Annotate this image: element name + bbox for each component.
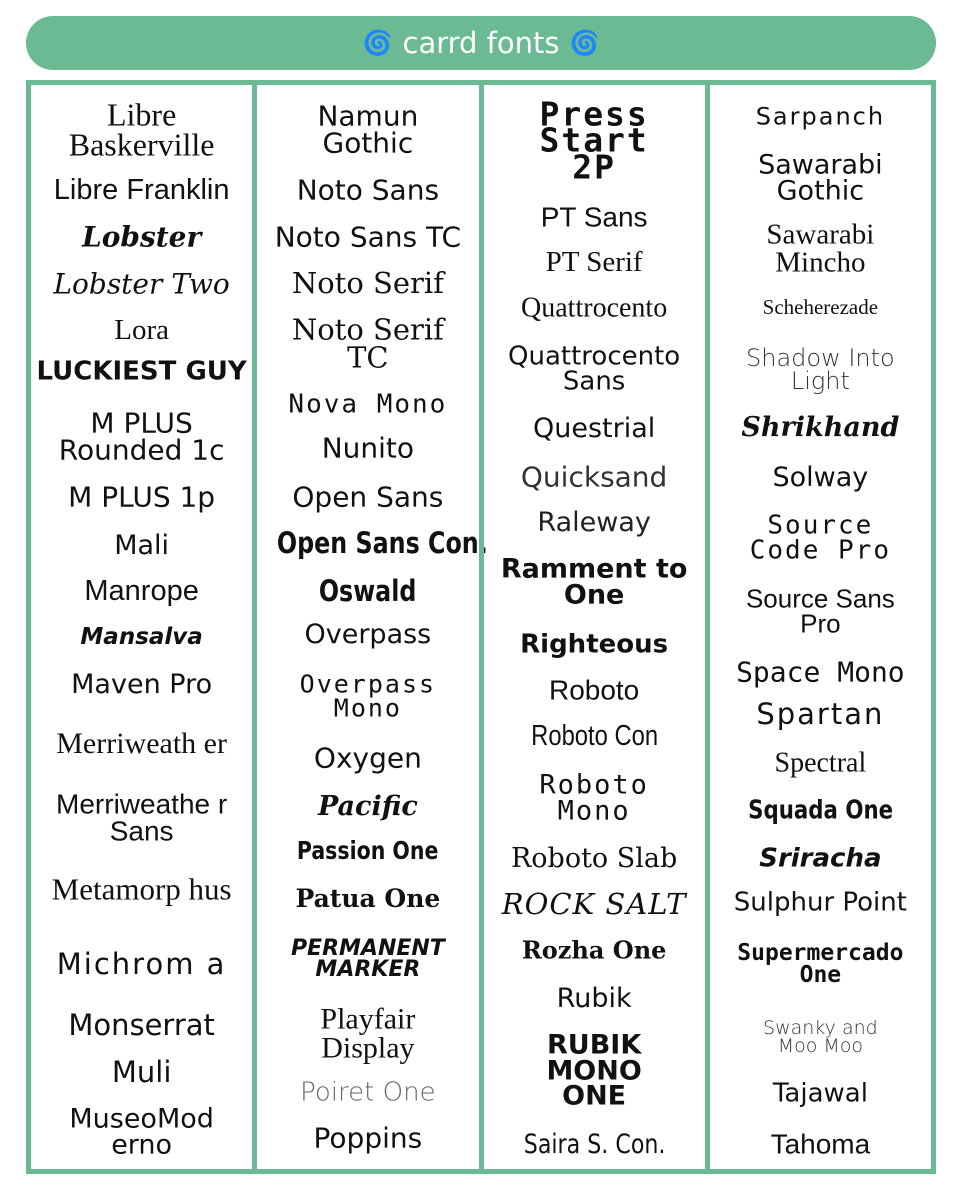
- font-name-overpass: Overpass: [304, 619, 432, 651]
- font-name-sulphur-point: Sulphur Point: [733, 887, 907, 918]
- font-name-spartan: Spartan: [756, 697, 885, 732]
- font-name-museomoderno: MuseoMod erno: [69, 1103, 214, 1160]
- font-name-namun-gothic: Namun Gothic: [317, 99, 419, 159]
- font-name-permanent-marker: PERMANENT MARKER: [290, 936, 445, 982]
- font-name-saira-semi-condensed: Saira S. Con.: [523, 1129, 665, 1161]
- font-name-roboto-condensed: Roboto Con: [530, 720, 658, 753]
- font-grid: [26, 80, 936, 1174]
- font-name-overpass-mono: Overpass Mono: [299, 669, 437, 722]
- font-name-oxygen: Oxygen: [313, 741, 422, 775]
- font-name-metamorphous: Metamorp hus: [51, 871, 232, 907]
- font-name-shrikhand: Shrikhand: [741, 412, 900, 444]
- font-name-muli: Muli: [111, 1055, 172, 1090]
- font-name-manrope: Manrope: [84, 575, 199, 608]
- font-name-rozha-one: Rozha One: [521, 935, 667, 965]
- font-name-roboto-mono: Roboto Mono: [539, 769, 649, 826]
- font-name-squada-one: Squada One: [747, 795, 893, 826]
- font-name-noto-serif-tc: Noto Serif TC: [291, 312, 444, 374]
- font-column-4: [705, 85, 931, 1169]
- font-name-open-sans: Open Sans: [292, 480, 444, 514]
- font-name-solway: Solway: [772, 462, 869, 494]
- font-name-rubik-mono-one: RUBIK MONO ONE: [546, 1029, 642, 1112]
- font-name-noto-sans: Noto Sans: [296, 173, 440, 207]
- font-name-press-start-2p: Press Start 2P: [539, 94, 649, 187]
- font-name-mansalva: Mansalva: [80, 624, 203, 651]
- font-name-roboto-slab: Roboto Slab: [510, 843, 678, 875]
- font-name-scheherezade: Scheherezade: [762, 295, 879, 320]
- font-name-michroma: Michrom a: [56, 947, 227, 982]
- font-name-raleway: Raleway: [537, 507, 651, 539]
- font-name-playfair-display: Playfair Display: [320, 1002, 416, 1064]
- font-name-sawarabi-mincho: Sawarabi Mincho: [766, 218, 875, 278]
- font-name-ramment-to-one: Ramment to One: [500, 553, 688, 610]
- font-name-pt-serif: PT Serif: [545, 246, 643, 279]
- font-name-luckiest-guy: LUCKIEST GUY: [36, 356, 247, 387]
- font-name-questrial: Questrial: [532, 413, 656, 445]
- font-name-spectral: Spectral: [774, 747, 867, 779]
- page-title: carrd fonts: [402, 26, 560, 60]
- font-name-poiret-one: Poiret One: [300, 1077, 436, 1108]
- font-name-tahoma: Tahoma: [770, 1128, 871, 1160]
- font-name-source-sans-pro: Source Sans Pro: [745, 583, 895, 638]
- font-name-merriweather-sans: Merriweathe r Sans: [56, 788, 228, 846]
- font-name-sriracha: Sriracha: [759, 843, 882, 874]
- font-name-sawarabi-gothic: Sawarabi Gothic: [758, 149, 883, 206]
- font-name-poppins: Poppins: [313, 1121, 423, 1155]
- font-name-monserrat: Monserrat: [68, 1008, 215, 1043]
- font-name-lobster-two: Lobster Two: [53, 267, 230, 301]
- font-name-noto-serif: Noto Serif: [291, 266, 444, 301]
- font-name-libre-baskerville: Libre Baskerville: [68, 96, 215, 163]
- font-name-rock-salt: ROCK SALT: [501, 887, 687, 922]
- font-name-source-code-pro: Source Code Pro: [749, 510, 891, 565]
- font-name-shadow-into-light: Shadow Into Light: [746, 344, 895, 395]
- font-name-libre-franklin: Libre Franklin: [53, 174, 230, 207]
- font-name-lora: Lora: [114, 314, 169, 347]
- font-name-open-sans-condensed: Open Sans Con.: [277, 526, 489, 561]
- font-name-tajawal: Tajawal: [772, 1078, 868, 1109]
- spiral-icon: 🌀: [569, 29, 600, 57]
- font-name-righteous: Righteous: [520, 629, 669, 660]
- font-name-quattrocento: Quattrocento: [521, 292, 668, 324]
- font-name-maven-pro: Maven Pro: [71, 669, 213, 701]
- font-name-quattrocento-sans: Quattrocento Sans: [508, 341, 681, 396]
- font-name-swanky-and-moo-moo: Swanky and Moo Moo: [763, 1016, 878, 1057]
- font-column-3: [479, 85, 705, 1169]
- font-name-nunito: Nunito: [321, 431, 415, 465]
- font-name-lobster: Lobster: [82, 220, 202, 254]
- font-name-mali: Mali: [114, 530, 170, 562]
- spiral-icon: 🌀: [362, 29, 393, 57]
- font-name-merriweather: Merriweath er: [56, 726, 227, 760]
- font-name-nova-mono: Nova Mono: [288, 389, 448, 420]
- font-column-1: [31, 85, 252, 1169]
- font-name-supermercado-one: Supermercado One: [737, 940, 904, 988]
- font-name-quicksand: Quicksand: [520, 460, 668, 494]
- font-name-space-mono: Space Mono: [736, 655, 905, 689]
- font-name-oswald: Oswald: [319, 574, 417, 609]
- font-name-m-plus-rounded: M PLUS Rounded 1c: [58, 406, 225, 466]
- font-column-2: [252, 85, 489, 1169]
- font-name-m-plus-1p: M PLUS 1p: [68, 480, 216, 514]
- font-name-sarpanch: Sarpanch: [755, 102, 886, 131]
- font-name-patua-one: Patua One: [295, 884, 441, 914]
- font-name-pacific: Pacific: [317, 791, 418, 823]
- font-name-noto-sans-tc: Noto Sans TC: [274, 220, 461, 254]
- font-name-passion-one: Passion One: [297, 836, 439, 866]
- font-name-roboto: Roboto: [548, 674, 640, 706]
- font-name-pt-sans: PT Sans: [540, 201, 648, 233]
- page-title-banner: [26, 16, 936, 70]
- font-name-rubik: Rubik: [556, 983, 632, 1015]
